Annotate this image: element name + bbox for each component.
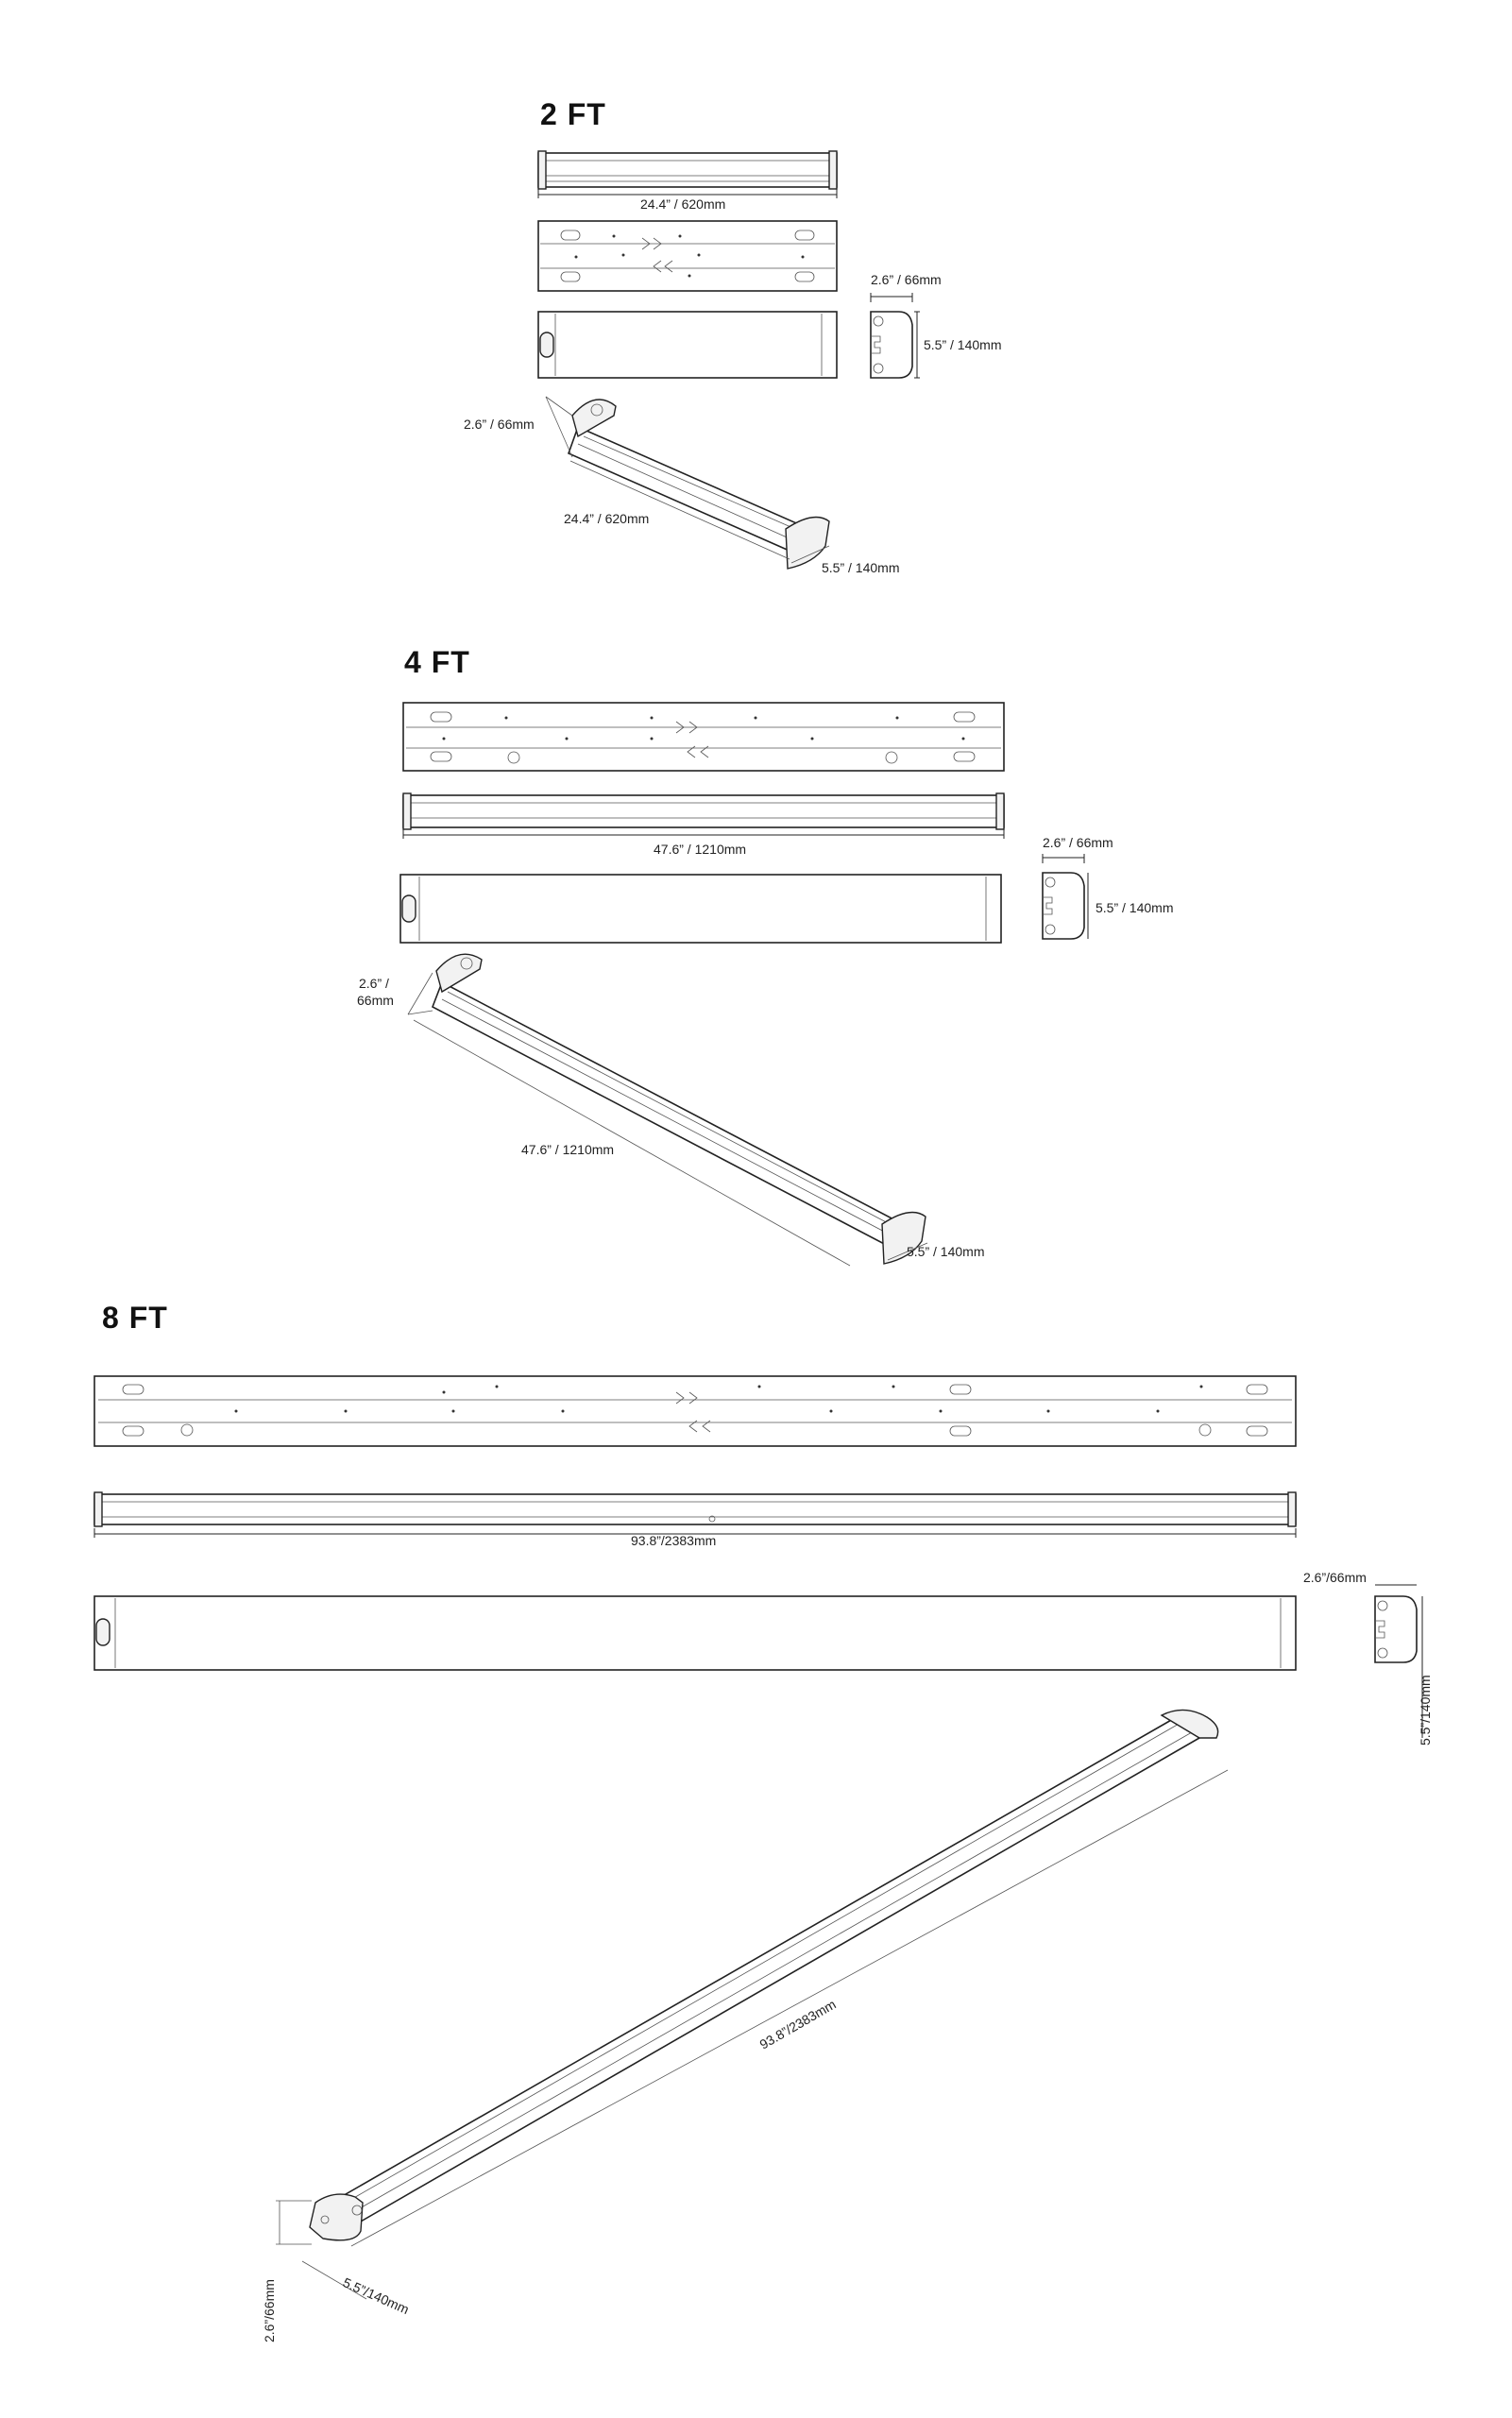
dim-iso-width-2ft: 2.6” / 66mm xyxy=(464,417,535,432)
back-view-4ft xyxy=(403,703,1004,771)
section-title-2ft: 2 FT xyxy=(540,97,606,131)
dim-end-height-8ft: 5.5”/140mm xyxy=(1418,1675,1433,1745)
dim-iso-height-4ft: 5.5” / 140mm xyxy=(907,1244,985,1259)
section-8ft xyxy=(94,1301,1433,2342)
section-2ft xyxy=(464,97,1001,575)
iso-view-4ft xyxy=(357,954,984,1266)
iso-view-2ft xyxy=(464,397,899,575)
back-view-2ft xyxy=(538,221,837,291)
lens-view-2ft xyxy=(538,312,837,378)
lens-view-8ft xyxy=(94,1596,1296,1670)
dim-length-front-2ft: 24.4” / 620mm xyxy=(640,196,726,212)
dim-end-height-2ft: 5.5” / 140mm xyxy=(924,337,1002,352)
dim-end-width-4ft: 2.6” / 66mm xyxy=(1043,835,1113,850)
front-view-2ft xyxy=(538,151,837,212)
section-title-8ft: 8 FT xyxy=(102,1301,168,1335)
dim-end-width-2ft: 2.6” / 66mm xyxy=(871,272,942,287)
section-4ft xyxy=(357,645,1173,1266)
lens-view-4ft xyxy=(400,875,1001,943)
dim-end-height-4ft: 5.5” / 140mm xyxy=(1096,900,1174,915)
iso-view-8ft xyxy=(262,1710,1228,2342)
dim-iso-width-4ft-line1: 2.6” / xyxy=(359,976,389,991)
dim-iso-length-4ft: 47.6” / 1210mm xyxy=(521,1142,615,1157)
back-view-8ft xyxy=(94,1376,1296,1446)
end-view-4ft xyxy=(1043,835,1173,939)
end-view-8ft xyxy=(1303,1570,1433,1745)
dim-length-front-8ft: 93.8”/2383mm xyxy=(631,1533,717,1548)
section-title-4ft: 4 FT xyxy=(404,645,470,679)
dim-iso-length-2ft: 24.4” / 620mm xyxy=(564,511,650,526)
dim-iso-width-8ft: 2.6”/66mm xyxy=(262,2279,277,2342)
dim-iso-length-8ft: 93.8”/2383mm xyxy=(756,1996,839,2052)
dim-length-front-4ft: 47.6” / 1210mm xyxy=(654,842,747,857)
front-view-8ft xyxy=(94,1492,1296,1548)
dim-end-width-8ft: 2.6”/66mm xyxy=(1303,1570,1367,1585)
dim-iso-height-2ft: 5.5” / 140mm xyxy=(822,560,900,575)
end-view-2ft xyxy=(871,272,1001,378)
front-view-4ft xyxy=(403,793,1004,857)
dim-iso-width-4ft-line2: 66mm xyxy=(357,993,394,1008)
dim-iso-height-8ft: 5.5”/140mm xyxy=(340,2274,412,2318)
